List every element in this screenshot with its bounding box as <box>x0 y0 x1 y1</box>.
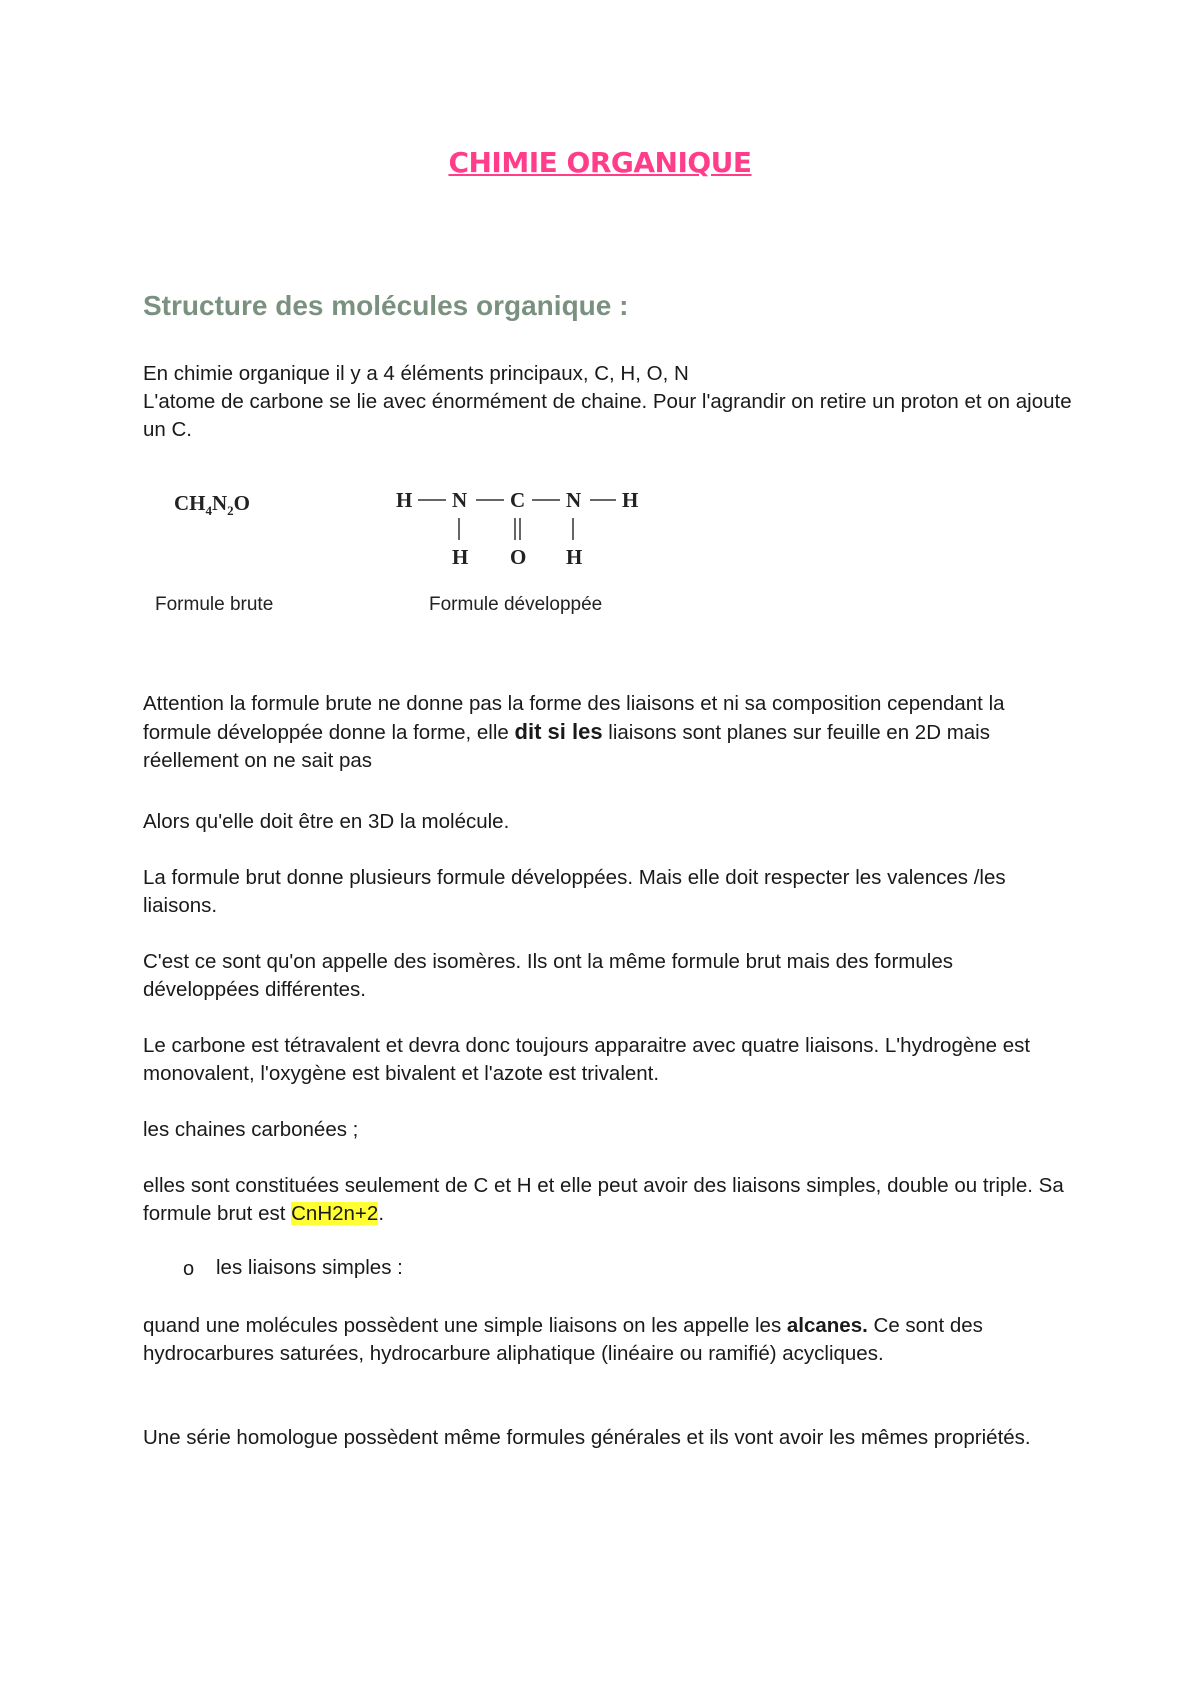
caption-developed-formula: Formule développée <box>429 594 603 615</box>
intro-line-2: L'atome de carbone se lie avec énormément de chaine. Pour l'agrandir on retire un proton et on ajoute un C. <box>143 390 1072 441</box>
bullet-text: les liaisons simples : <box>216 1256 403 1279</box>
bullet-marker: o <box>183 1258 195 1280</box>
paragraph-3d: Alors qu'elle doit être en 3D la molécule. <box>143 810 510 833</box>
atom-o: O <box>510 545 527 569</box>
atom-n-left: N <box>452 488 468 512</box>
bold-phrase: dit si les <box>514 719 603 744</box>
paragraph-carbone: Le carbone est tétravalent et devra donc toujours apparaitre avec quatre liaisons. L'hydrogène est monovalent, l'oxygène est bivalent et l'azote est trivalent. <box>143 1034 1031 1085</box>
paragraph-chaines: les chaines carbonées ; <box>143 1118 359 1141</box>
molecule-figure <box>130 470 670 630</box>
developed-formula <box>396 488 638 569</box>
page-title: CHIMIE ORGANIQUE <box>448 146 752 179</box>
atom-h-left: H <box>396 488 413 512</box>
paragraph-attention: Attention la formule brute ne donne pas la forme des liaisons et ni sa composition cependant la formule développée donne la forme, elle dit si les liaisons sont planes sur feuille en 2D mais réellement on ne sait pas <box>143 692 1005 772</box>
atom-n-right: N <box>566 488 582 512</box>
atom-h-bottom-right: H <box>566 545 583 569</box>
atom-h-right: H <box>622 488 639 512</box>
paragraph-alcanes: quand une molécules possèdent une simple liaisons on les appelle les alcanes. Ce sont des hydrocarbures saturées, hydrocarbure aliphatique (linéaire ou ramifié) acycliques. <box>143 1314 983 1365</box>
paragraph-serie-homologue: Une série homologue possèdent même formules générales et ils vont avoir les mêmes propriétés. <box>143 1426 1031 1449</box>
paragraph-valences: La formule brut donne plusieurs formule développées. Mais elle doit respecter les valences /les liaisons. <box>143 866 1006 917</box>
section-heading: Structure des molécules organique : <box>143 290 629 321</box>
bold-alcanes: alcanes. <box>786 1314 868 1337</box>
highlighted-formula: CnH2n+2 <box>291 1202 379 1225</box>
paragraph-isomeres: C'est ce sont qu'on appelle des isomères. Ils ont la même formule brut mais des formules développées différentes. <box>143 950 953 1001</box>
caption-raw-formula: Formule brute <box>155 594 274 615</box>
atom-c: C <box>510 488 526 512</box>
paragraph-formule-brut: elles sont constituées seulement de C et H et elle peut avoir des liaisons simples, double ou triple. Sa formule brut est CnH2n+2. <box>143 1174 1064 1225</box>
intro-line-1: En chimie organique il y a 4 éléments principaux, C, H, O, N <box>143 362 689 385</box>
atom-h-bottom-left: H <box>452 545 469 569</box>
raw-formula: $CH_4N_2O$ <box>174 491 251 518</box>
